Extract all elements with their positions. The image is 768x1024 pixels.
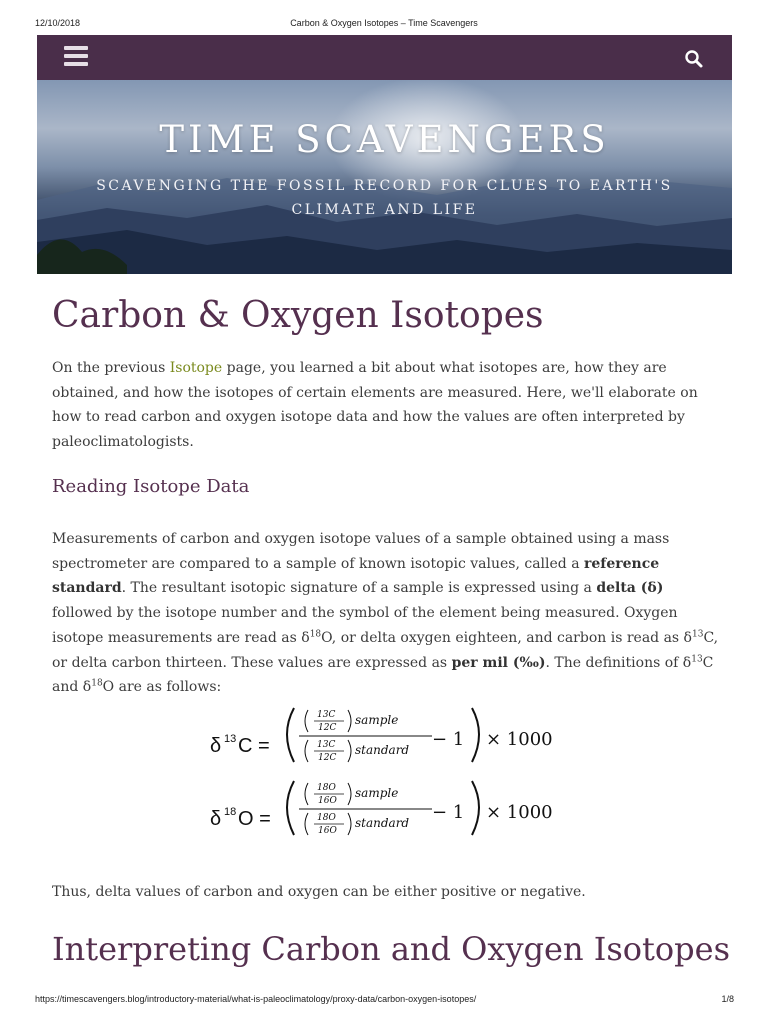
delta-carbon-equation [210,708,553,763]
eq1-mass-number: 13 [224,733,237,745]
eq1-element: C = [238,735,270,757]
eq2-delta-symbol: δ [210,808,222,830]
delta-equations [52,704,722,854]
svg-text:18O: 18O [317,813,336,823]
top-navigation-bar [37,35,732,80]
eq2-sample-label: sample [355,786,399,800]
eq1-standard-label: standard [355,743,410,757]
hero-banner [37,80,732,274]
svg-text:16O: 16O [318,796,337,806]
interpreting-isotopes-heading: Interpreting Carbon and Oxygen Isotopes [52,930,731,968]
print-page-title: Carbon & Oxygen Isotopes – Time Scavengers [290,18,478,28]
svg-text:− 1: − 1 [432,802,465,823]
site-title[interactable]: TIME SCAVENGERS [159,118,610,161]
eq2-element: O = [238,808,271,830]
closing-paragraph: Thus, delta values of carbon and oxygen can be either positive or negative. [52,884,586,900]
site-tagline: SCAVENGING THE FOSSIL RECORD FOR CLUES TO EARTH'S CLIMATE AND LIFE [96,178,673,218]
intro-paragraph [52,356,722,455]
svg-text:13C: 13C [317,710,336,720]
reference-standard-term: reference standard [52,555,660,597]
reading-isotope-data-heading: Reading Isotope Data [52,476,250,497]
delta-term: delta (δ) [596,580,664,597]
svg-text:− 1: − 1 [432,729,465,750]
isotope-link[interactable]: Isotope [169,360,223,376]
intro-text-end: page, you learned a bit about what isotopes are, how they are obtained, and how the isotopes of certain elements are measured. Here, we'll elaborate on how to read carbon and oxygen isotope data and how the values are often interpreted by paleoclimatologists. [52,360,698,451]
svg-text:16O: 16O [318,826,337,836]
svg-text:12C: 12C [318,753,337,763]
page-url: https://timescavengers.blog/introductory-material/what-is-paleoclimatology/proxy-data/carbon-oxygen-isotopes/ [35,994,477,1004]
per-mil-term: per mil (‰) [451,654,546,671]
intro-text-start: On the previous [52,360,170,376]
hamburger-menu-icon[interactable] [64,46,88,66]
page-title: Carbon & Oxygen Isotopes [52,295,544,336]
svg-text:× 1000: × 1000 [486,802,553,823]
svg-text:12C: 12C [318,723,337,733]
print-header [0,0,768,30]
article-content [52,290,731,968]
delta-oxygen-equation [210,781,553,836]
page-number: 1/8 [721,994,734,1004]
eq1-sample-label: sample [355,713,399,727]
eq2-standard-label: standard [355,816,410,830]
print-date: 12/10/2018 [35,18,81,28]
svg-text:13C: 13C [317,740,336,750]
search-icon[interactable] [684,49,704,69]
eq1-delta-symbol: δ [210,735,222,757]
svg-text:18O: 18O [317,783,336,793]
eq2-mass-number: 18 [224,806,237,818]
print-footer [0,994,768,1014]
measurement-paragraph: Measurements of carbon and oxygen isotope values of a sample obtained using a mass spectrometer are compared to a sample of known isotopic values, called a reference standard. The resultant isotopic signature of a sample is expressed using a delta (δ) followed by the isotope number and the symbol of the element being measured. Oxygen isotope measurements are read as $\delta^{18}O$, or delta oxygen eighteen, and carbon is read as $\delta^{13}C$, or delta carbon thirteen. These values are expressed as per mil (‰). The definitions of $\delta^{13}C$ and $\delta^{18}O$ are as follows: [52,531,719,696]
svg-text:× 1000: × 1000 [486,729,553,750]
